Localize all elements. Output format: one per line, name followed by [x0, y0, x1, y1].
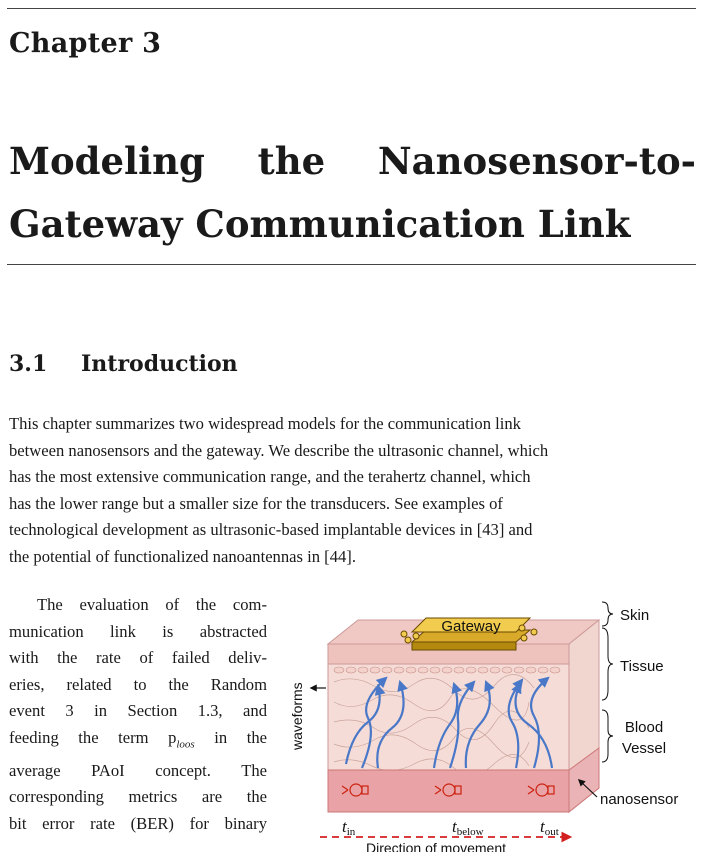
section-heading	[9, 351, 238, 377]
title-rule	[7, 264, 696, 265]
chapter-title	[9, 130, 696, 256]
t-out-label: tout	[540, 817, 559, 838]
section-title: Introduction	[81, 351, 238, 377]
text-line: between nanosensors and the gateway. We describe the ultrasonic channel, which	[9, 440, 549, 460]
text-line: This chapter summarizes two widespread models for the communication link	[9, 414, 521, 433]
title-line2: Gateway Communication Link	[9, 202, 631, 246]
text-line: corresponding metrics are the	[9, 787, 267, 807]
text-line: the potential of functionalized nanoantennas in [44].	[9, 546, 356, 566]
top-rule	[7, 8, 696, 9]
tissue-channel-figure	[284, 592, 704, 852]
tissue-layer	[328, 664, 569, 770]
text-line: technological development as ultrasonic-based implantable devices in [43] and	[9, 520, 533, 540]
direction-label: Direction of movement	[365, 840, 507, 852]
text-line: event 3 in Section 1.3, and	[9, 701, 267, 721]
title-word: the	[257, 139, 326, 183]
text-line-ploos: feeding the term $p_{loos}$ in the	[9, 727, 267, 751]
vessel-label: Vessel	[621, 740, 667, 757]
waveforms-label: waveforms	[289, 682, 305, 750]
t-in-label: tin	[342, 817, 356, 838]
text-line: average PAoI concept. The	[9, 760, 267, 780]
chapter-label: Chapter 3	[9, 28, 162, 59]
vessel-brace	[602, 710, 613, 762]
t-below-label: tbelow	[452, 817, 484, 838]
text-line: bit error rate (BER) for binary	[9, 814, 267, 834]
skin-label: Skin	[620, 607, 650, 624]
nanosensor-label: nanosensor	[600, 791, 679, 808]
text-line: with the rate of failed deliv-	[9, 648, 267, 668]
text-line: munication link is abstracted	[9, 621, 267, 641]
text-line: eries, related to the Random	[9, 674, 267, 694]
tissue-brace	[602, 628, 613, 700]
blood-label: Blood	[624, 719, 664, 736]
title-word: Modeling	[9, 139, 205, 183]
intro-paragraph	[9, 411, 695, 571]
text-line: has the most extensive communication range, and the terahertz channel, which	[9, 467, 531, 487]
text-line: The evaluation of the com-	[37, 595, 267, 614]
wrapped-paragraph	[9, 592, 267, 838]
section-number: 3.1	[9, 351, 48, 377]
tissue-label: Tissue	[620, 658, 664, 675]
text-line: has the lower range but a smaller size for the transducers. See examples of	[9, 493, 503, 513]
gateway-label: Gateway	[441, 618, 501, 635]
skin-brace	[602, 602, 613, 626]
title-word: Nanosensor-to-	[377, 139, 696, 183]
